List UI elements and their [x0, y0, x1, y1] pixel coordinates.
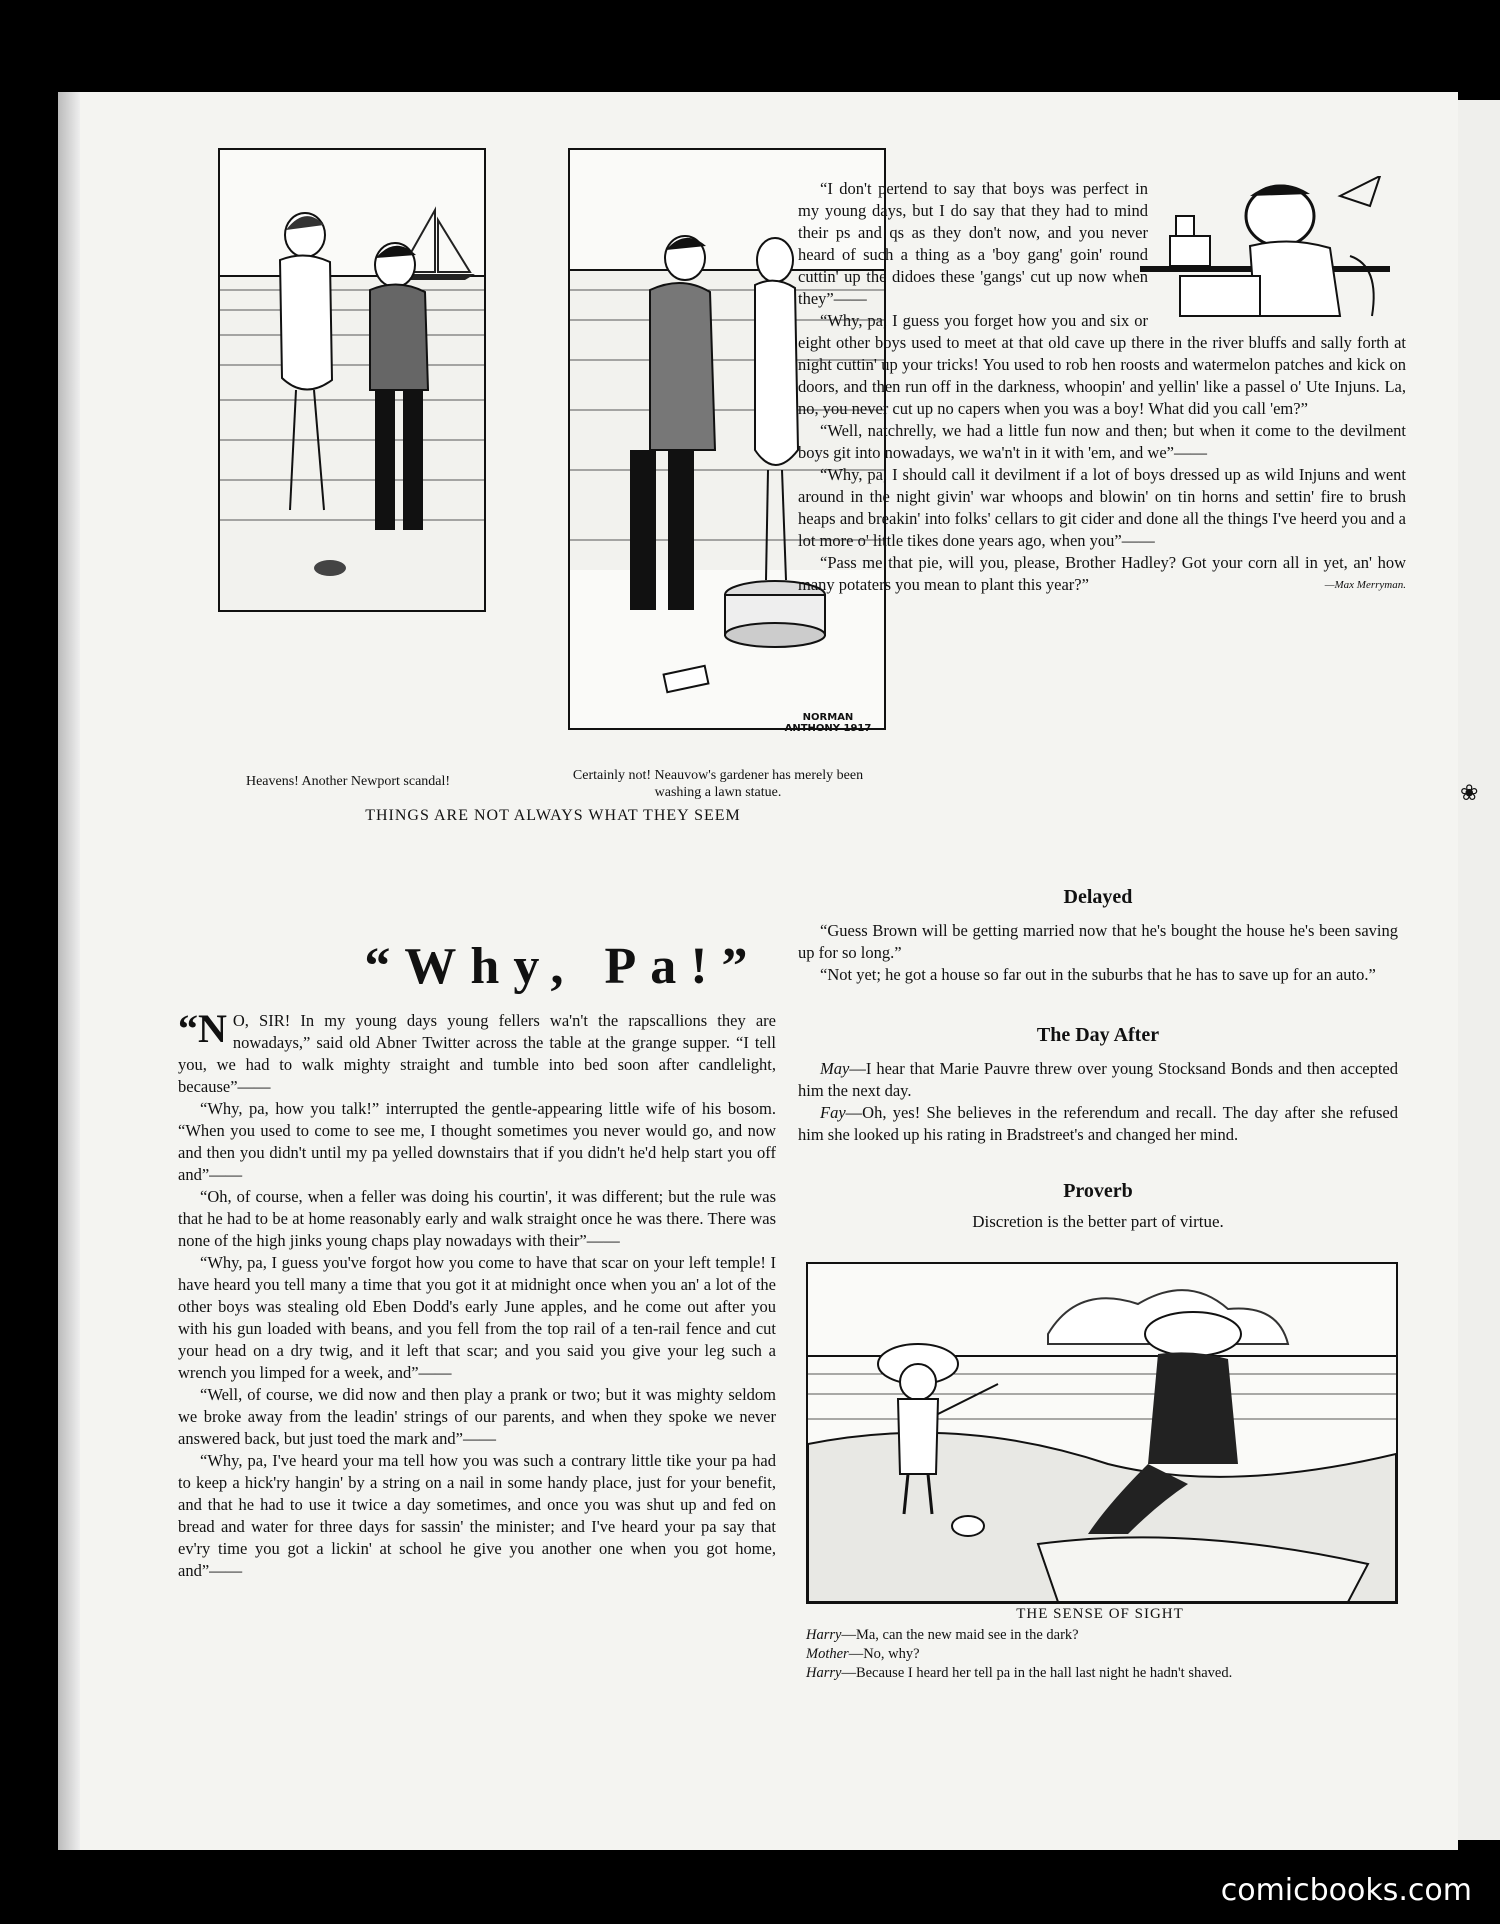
facing-page-mark: ❀ — [1460, 780, 1479, 805]
bottom-cartoon-dialogue — [806, 1626, 1406, 1683]
article-right-intro — [798, 178, 1406, 596]
article-paragraph: “Well, natchrelly, we had a little fun now and then; but when it come to the devilment boys git into nowadays, we wa'n't in it with 'em, and we”—— — [798, 421, 1406, 462]
article-closing-text: “Pass me that pie, will you, please, Brother Hadley? Got your corn all in yet, an' how many potaters you mean to plant this year?” — [798, 553, 1406, 594]
speaker-name: Mother — [806, 1646, 849, 1662]
cartoon-panel-scandal — [218, 148, 486, 612]
artist-signature: NORMAN ANTHONY 1917 — [784, 712, 872, 734]
day-after-title: The Day After — [1036, 1024, 1160, 1046]
speaker-name: May — [820, 1059, 850, 1078]
dialogue-line — [798, 1102, 1398, 1146]
dialogue-text: —No, why? — [848, 1646, 920, 1662]
article-paragraph: “Why, pa, I've heard your ma tell how you was such a contrary little tike your pa had to keep a hick'ry hangin' by a string on a nail in some handy place, just for your benefit, and that he had to use it twice a day sometimes, and once you was shut up and fed on bread and water for three days for sassin' the minister; and I've heard your pa say that ev'ry time you got a lickin' at school he give you another one when you got home, and”—— — [178, 1451, 776, 1580]
proverb-title: Proverb — [1063, 1180, 1133, 1202]
dialogue-text: —I hear that Marie Pauvre threw over young Stocksand Bonds and then accepted him the next day. — [798, 1059, 1398, 1100]
speaker-name: Fay — [820, 1103, 846, 1122]
beach-mother-child-illustration — [808, 1264, 1396, 1602]
article-paragraph: “Why, pa, I guess you forget how you and six or eight other boys used to meet at that old cave up there in the river bluffs and sally forth at night cuttin' up your tricks! You used to rob hen roosts and watermelon patches and kick on doors, and then run off in the darkness, whoopin' and yellin' like a passel o' Ute Injuns. La, no, you never cut up no capers when you was a boy! What did you call 'em?” — [798, 311, 1406, 418]
facing-page-edge — [1452, 100, 1500, 1840]
article-paragraph: “I don't pertend to say that boys was perfect in my young days, but I do say that they had to mind their ps and qs as they don't now, and you never heard of such a thing as a 'boy gang' goin' round cuttin' up the didoes these 'gangs' cut up now when they”—— — [798, 179, 1148, 308]
dropcap-letter: “N — [178, 1006, 227, 1051]
delayed-title: Delayed — [1063, 886, 1133, 908]
article-author: —Max Merryman. — [1324, 579, 1406, 591]
article-paragraph — [798, 552, 1406, 596]
cartoon-series-caption: THINGS ARE NOT ALWAYS WHAT THEY SEEM — [365, 807, 741, 824]
speaker-name: Harry — [806, 1627, 842, 1643]
panel-caption-scandal: Heavens! Another Newport scandal! — [245, 774, 451, 789]
cartoon-panel-beach — [806, 1262, 1398, 1604]
dialogue-line — [806, 1664, 1406, 1683]
day-after-text — [798, 1058, 1398, 1146]
dialogue-line — [798, 1058, 1398, 1102]
delayed-paragraph: “Guess Brown will be getting married now that he's bought the house he's been saving up for so long.” — [798, 921, 1398, 962]
article-lead-text: O, SIR! In my young days young fellers wa'n't the rapscallions they are nowadays,” said old Abner Twitter across the table at the grange supper. “I tell you, we had to walk mighty straight and tumble into bed soon after candlelight, because”—— — [178, 1011, 776, 1096]
article-title: “Why, Pa!” — [364, 938, 762, 995]
article-paragraph: “Oh, of course, when a feller was doing his courtin', it was different; but the rule was that he had to be at home reasonably early and walk straight once he was there. There was none of the high jinks young chaps play nowadays with their”—— — [178, 1187, 776, 1250]
bottom-cartoon-title: THE SENSE OF SIGHT — [1016, 1606, 1184, 1622]
article-paragraph: “Why, pa, how you talk!” interrupted the gentle-appearing little wife of his bosom. “When you used to come to see me, I thought sometimes you never would go, and now and then you didn't until my pa yelled downstairs that if you didn't he'd help start you off and”—— — [178, 1099, 776, 1184]
article-left-column — [178, 1006, 776, 1582]
delayed-text — [798, 920, 1398, 986]
dialogue-text: —Ma, can the new maid see in the dark? — [841, 1627, 1079, 1643]
dialogue-line — [806, 1626, 1406, 1645]
article-lead-paragraph — [178, 1006, 776, 1098]
article-paragraph: “Why, pa, I guess you've forgot how you come to have that scar on your left temple! I have heard you tell many a time that you got it at midnight once when you an' a lot of the other boys was stealing old Eben Dodd's early June apples, and he come out after you with his gun loaded with beans, and you fell from the top rail of a ten-rail fence and cut your head on a dry twig, and it left that scar; and you said you give your leg such a wrench you limped for a week, and”—— — [178, 1253, 776, 1382]
dialogue-text: —Because I heard her tell pa in the hall last night he hadn't shaved. — [841, 1665, 1233, 1681]
article-paragraph: “Why, pa, I should call it devilment if a lot of boys dressed up as wild Injuns and went around in the night givin' war whoops and blowin' on tin horns and settin' fire to brush heaps and breakin' into folks' cellars to git cider and done all the things I've heerd you and a lot more o' little tikes done years ago, when you”—— — [798, 465, 1406, 550]
speaker-name: Harry — [806, 1665, 842, 1681]
dialogue-line — [806, 1645, 1406, 1664]
panel-caption-statue: Certainly not! Neauvow's gardener has merely been washing a lawn statue. — [572, 768, 864, 800]
beach-couple-illustration — [220, 150, 484, 610]
dialogue-text: —Oh, yes! She believes in the referendum and recall. The day after she refused him she looked up his rating in Bradstreet's and changed her mind. — [798, 1103, 1398, 1144]
magazine-page — [58, 92, 1458, 1850]
article-paragraph: “Well, of course, we did now and then play a prank or two; but it was mighty seldom we broke away from the leadin' strings of our parents, and when they spoke we never answered back, but just toed the mark and”—— — [178, 1385, 776, 1448]
proverb-text: Discretion is the better part of virtue. — [972, 1212, 1224, 1231]
site-watermark: comicbooks.com — [1220, 1873, 1472, 1908]
delayed-paragraph: “Not yet; he got a house so far out in the suburbs that he has to save up for an auto.” — [820, 965, 1376, 984]
